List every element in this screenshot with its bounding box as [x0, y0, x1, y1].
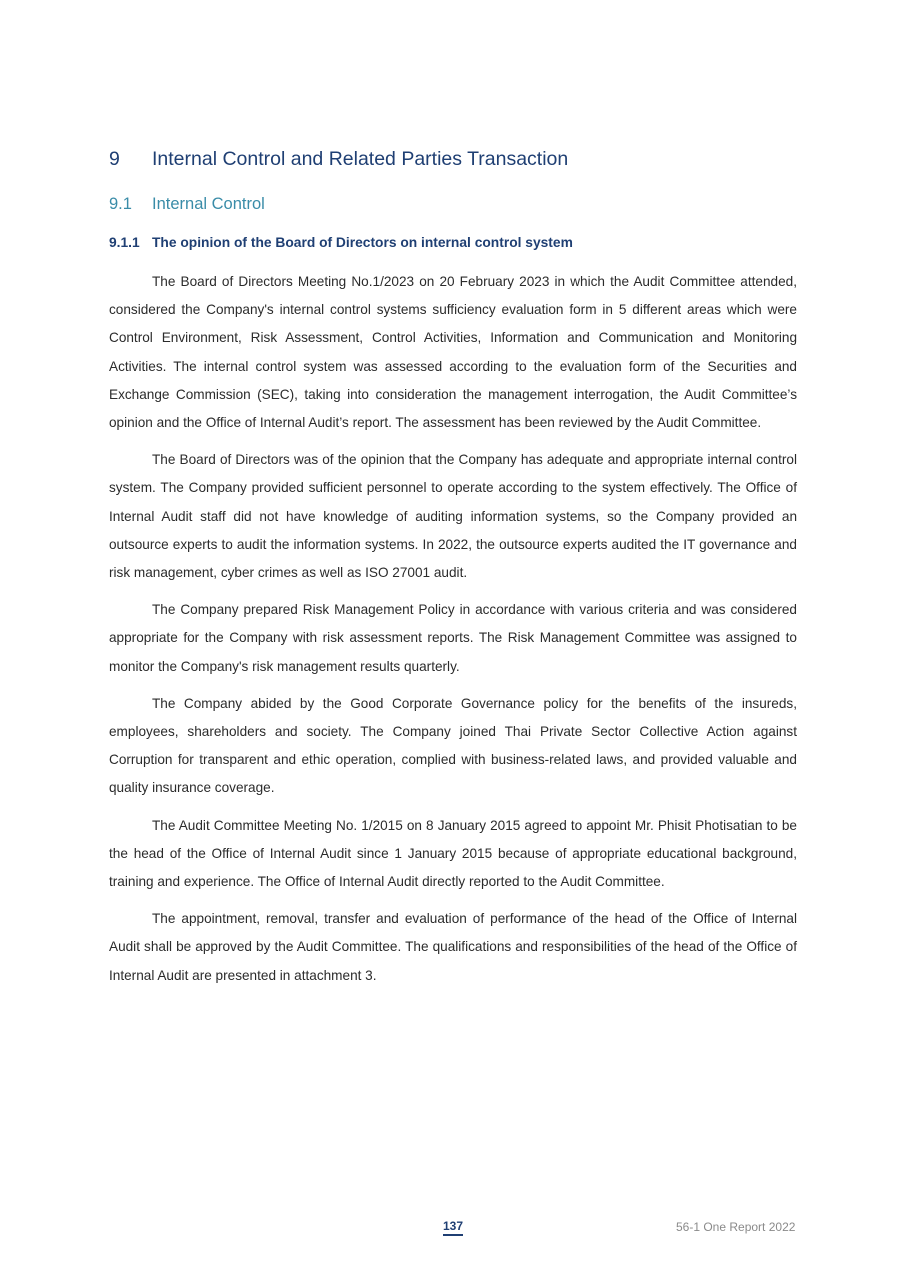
paragraph: The Company abided by the Good Corporate Governance policy for the benefits of the insureds, employees, shareholders and society. The Company joined Thai Private Sector Collective Action against Corruption for transparent and ethic operation, complied with business-related laws, and provided valuable and quality insurance coverage.	[109, 695, 797, 796]
section-number: 9	[109, 148, 120, 170]
page-number: 137	[443, 1219, 463, 1236]
subsection-number: 9.1	[109, 195, 132, 213]
subsection-heading	[109, 195, 265, 214]
paragraph: The Board of Directors Meeting No.1/2023 on 20 February 2023 in which the Audit Committee attended, considered the Company's internal control systems sufficiency evaluation form in 5 different areas which were Control Environment, Risk Assessment, Control Activities, Information and Communication and Monitoring Activities. The internal control system was assessed according to the evaluation form of the Securities and Exchange Commission (SEC), taking into consideration the management interrogation, the Audit Committee’s opinion and the Office of Internal Audit’s report. The assessment has been reviewed by the Audit Committee.	[109, 274, 797, 431]
paragraph: The Audit Committee Meeting No. 1/2015 on 8 January 2015 agreed to appoint Mr. Phisit Photisatian to be the head of the Office of Internal Audit since 1 January 2015 because of appropriate educational background, training and experience. The Office of Internal Audit directly reported to the Audit Committee.	[109, 817, 797, 890]
section-heading	[109, 148, 568, 171]
subsubsection-heading	[109, 235, 573, 250]
paragraph: The Board of Directors was of the opinion that the Company has adequate and appropriate internal control system. The Company provided sufficient personnel to operate according to the system effectively. The Office of Internal Audit staff did not have knowledge of auditing information systems, so the Company provided an outsource experts to audit the information systems. In 2022, the outsource experts audited the IT governance and risk management, cyber crimes as well as ISO 27001 audit.	[109, 452, 797, 581]
paragraph: The appointment, removal, transfer and evaluation of performance of the head of the Office of Internal Audit shall be approved by the Audit Committee. The qualifications and responsibilities of the head of the Office of Internal Audit are presented in attachment 3.	[109, 911, 797, 983]
report-name: 56-1 One Report 2022	[676, 1220, 796, 1234]
body-text	[109, 268, 797, 999]
section-title: Internal Control and Related Parties Transaction	[152, 148, 569, 170]
paragraph: The Company prepared Risk Management Policy in accordance with various criteria and was considered appropriate for the Company with risk assessment reports. The Risk Management Committee was assigned to monitor the Company's risk management results quarterly.	[109, 602, 797, 674]
subsection-title: Internal Control	[152, 195, 265, 213]
subsubsection-number: 9.1.1	[109, 235, 140, 250]
subsubsection-title: The opinion of the Board of Directors on internal control system	[152, 235, 573, 250]
